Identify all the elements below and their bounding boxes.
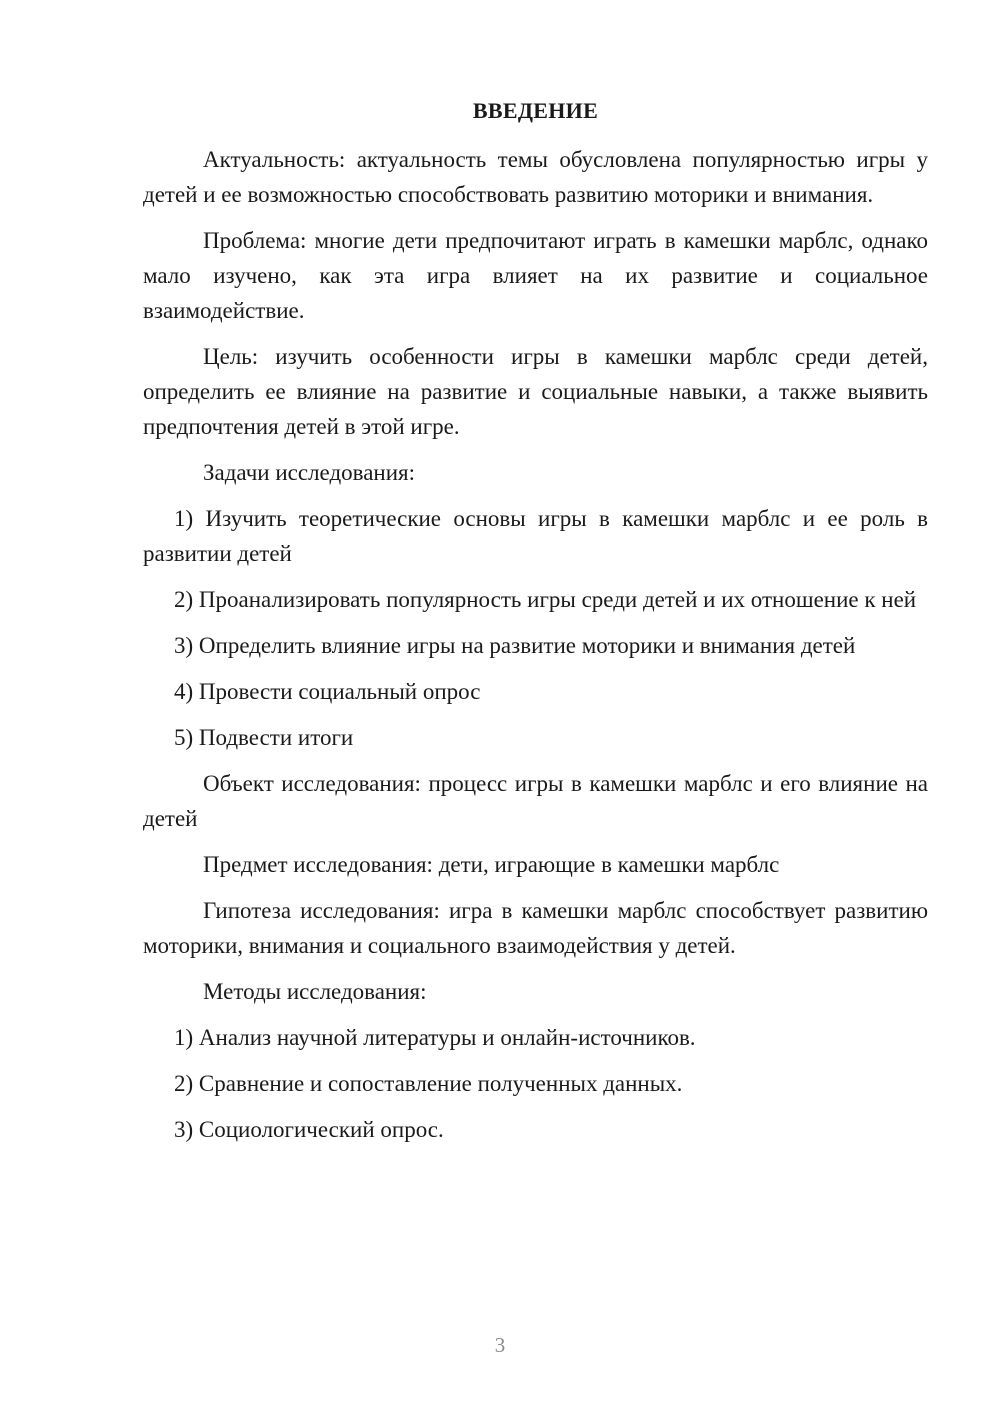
page-title: ВВЕДЕНИЕ [472, 98, 599, 123]
object-paragraph: Объект исследования: процесс игры в камешки марблс и его влияние на детей [143, 771, 928, 831]
page-number: 3 [494, 1333, 506, 1357]
hypothesis-paragraph: Гипотеза исследования: игра в камешки марблс способствует развитию моторики, внимания и социального взаимодействия у детей. [143, 898, 928, 958]
subject-paragraph: Предмет исследования: дети, играющие в камешки марблс [203, 852, 780, 877]
task-item-1: 1) Изучить теоретические основы игры в камешки марблс и ее роль в развитии детей [143, 506, 928, 566]
method-item-2: 2) Сравнение и сопоставление полученных данных. [174, 1071, 683, 1096]
tasks-heading: Задачи исследования: [203, 460, 416, 485]
method-item-3: 3) Социологический опрос. [174, 1117, 444, 1142]
task-item-2: 2) Проанализировать популярность игры среди детей и их отношение к ней [174, 587, 917, 612]
problem-paragraph: Проблема: многие дети предпочитают играть в камешки марблс, однако мало изучено, как эта игра влияет на их развитие и социальное взаимодействие. [143, 228, 928, 323]
method-item-1: 1) Анализ научной литературы и онлайн-источников. [174, 1025, 696, 1050]
methods-heading: Методы исследования: [203, 979, 427, 1004]
task-item-4: 4) Провести социальный опрос [174, 679, 481, 704]
task-item-5: 5) Подвести итоги [174, 725, 354, 750]
goal-paragraph: Цель: изучить особенности игры в камешки марблс среди детей, определить ее влияние на развитие и социальные навыки, а также выявить предпочтения детей в этой игре. [143, 344, 928, 439]
task-item-3: 3) Определить влияние игры на развитие моторики и внимания детей [174, 633, 856, 658]
relevance-paragraph: Актуальность: актуальность темы обусловлена популярностью игры у детей и ее возможностью способствовать развитию моторики и внимания. [143, 147, 928, 207]
document-page [143, 96, 928, 1158]
